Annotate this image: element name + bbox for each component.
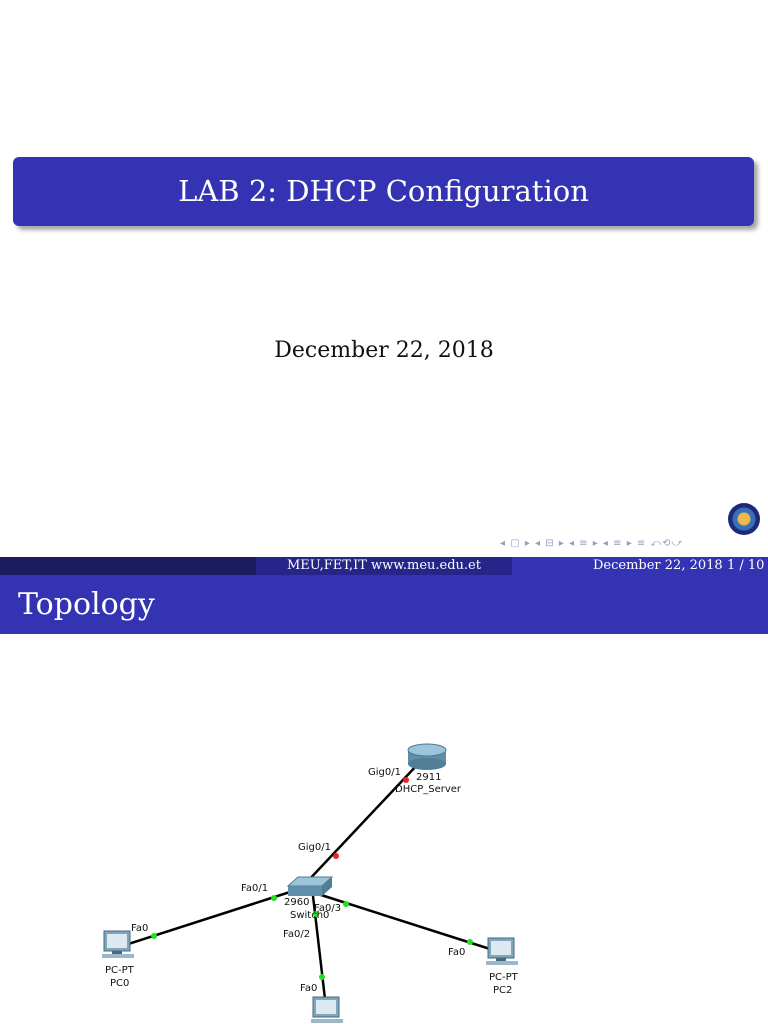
pc1-port-label: Fa0 <box>300 983 318 994</box>
switch-name-label: Switch0 <box>290 910 330 921</box>
pc1-icon[interactable] <box>311 997 343 1023</box>
router-name-label: DHCP_Server <box>395 784 462 795</box>
network-topology-diagram <box>0 634 768 1024</box>
beamer-navigation-icons[interactable]: ◂ ▢ ▸ ◂ ⊟ ▸ ◂ ≡ ▸ ◂ ≡ ▸ ≡ ⤺⟲⤻ <box>500 538 684 549</box>
slide-date: December 22, 2018 <box>274 338 494 363</box>
pc2-port-label: Fa0 <box>448 947 466 958</box>
pc0-type-label: PC-PT <box>105 965 134 976</box>
pc0-icon[interactable] <box>102 931 134 958</box>
router-model-label: 2911 <box>416 772 442 783</box>
link-indicator-pc0-fa0 <box>151 933 157 939</box>
pc0-name-label: PC0 <box>110 978 130 989</box>
link-indicator-switch-fa0-1 <box>271 895 277 901</box>
pc2-type-label: PC-PT <box>489 972 518 983</box>
router-port-label: Gig0/1 <box>368 767 401 778</box>
footer-page-number: 1 / 10 <box>727 558 765 573</box>
link-indicator-router-gig0-1 <box>403 777 409 783</box>
footer-date: December 22, 2018 <box>593 558 723 573</box>
footer-bar <box>0 557 768 575</box>
link-indicator-pc1-fa0 <box>319 974 325 980</box>
footer-right <box>512 557 768 575</box>
footer-left <box>0 557 256 575</box>
pc2-icon[interactable] <box>486 938 518 965</box>
switch-uplink-port-label: Gig0/1 <box>298 842 331 853</box>
router-icon[interactable] <box>408 744 446 770</box>
link-indicator-pc2-fa0 <box>467 939 473 945</box>
university-logo <box>728 503 760 535</box>
switch-model-label: 2960 <box>284 897 310 908</box>
link-switch-pc0 <box>122 892 290 946</box>
switch-fa0-1-label: Fa0/1 <box>241 883 269 894</box>
switch-fa0-3-label: Fa0/3 <box>314 903 342 914</box>
link-indicator-switch-fa0-3 <box>343 901 349 907</box>
frame-title-bar <box>0 575 768 634</box>
link-router-switch <box>305 764 418 884</box>
slide-title: LAB 2: DHCP Configuration <box>178 174 589 208</box>
frame-title: Topology <box>18 587 155 622</box>
link-indicator-switch-gig0-1 <box>333 853 339 859</box>
switch-icon[interactable] <box>288 877 332 896</box>
switch-fa0-2-label: Fa0/2 <box>283 929 311 940</box>
pc0-port-label: Fa0 <box>131 923 149 934</box>
title-banner <box>13 157 754 226</box>
footer-center: MEU,FET,IT www.meu.edu.et <box>256 557 512 575</box>
pc2-name-label: PC2 <box>493 985 513 996</box>
